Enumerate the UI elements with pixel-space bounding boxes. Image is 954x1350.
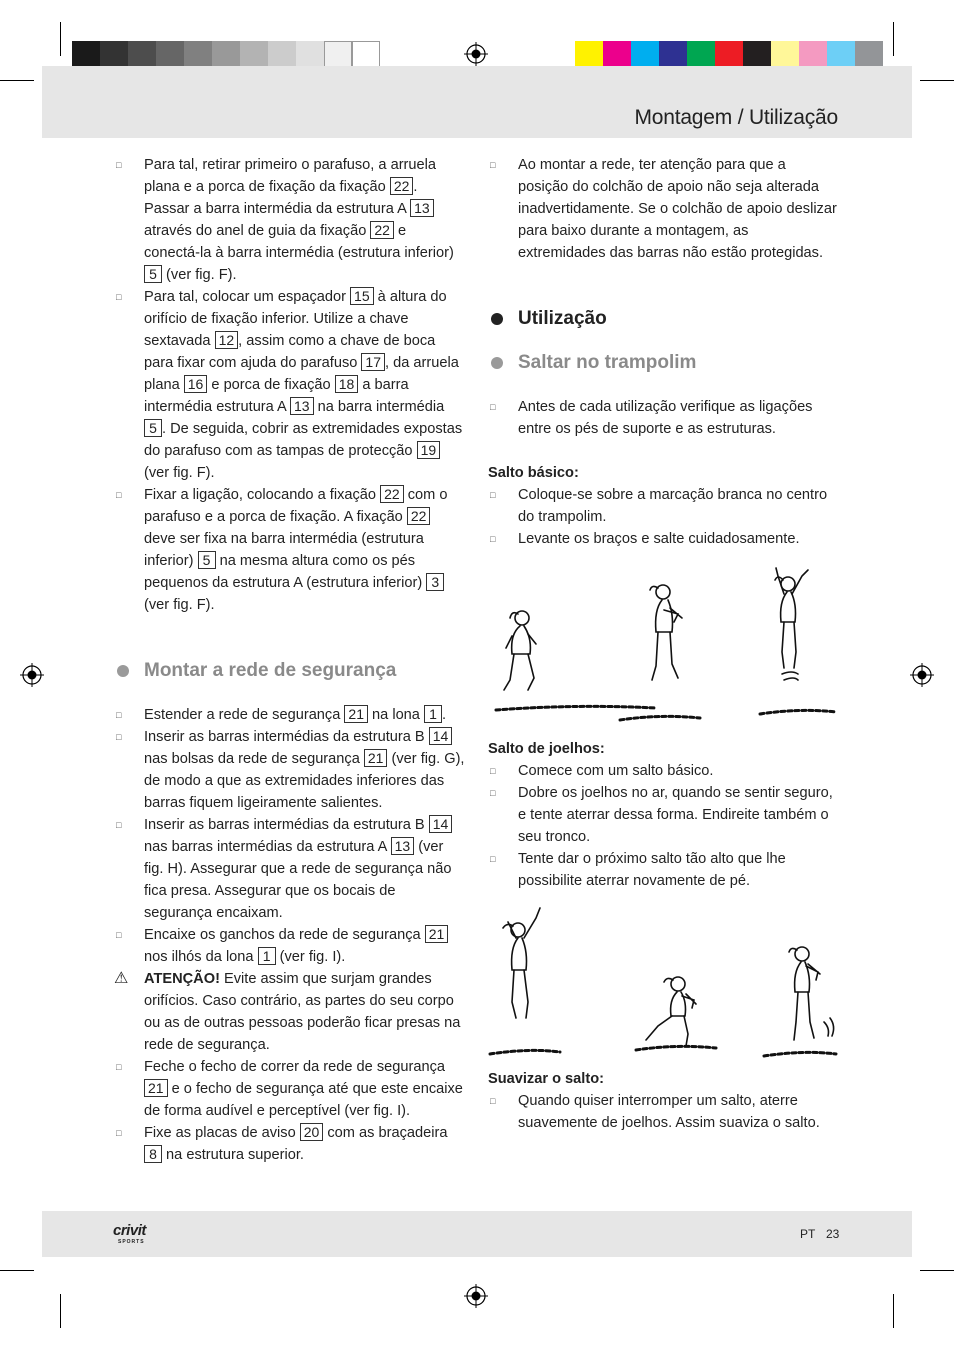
- list-item: [488, 154, 840, 264]
- crop-mark: [60, 22, 61, 56]
- registration-mark-bottom: [464, 1284, 488, 1308]
- item-text: . Passar a barra intermédia da estrutura A: [144, 179, 418, 217]
- part-reference-number: 3: [426, 573, 444, 591]
- list-item: [114, 726, 466, 814]
- list-item: [488, 782, 840, 848]
- part-reference-number: 5: [144, 265, 162, 283]
- item-text: deve ser fixa na barra intermédia (estrutura inferior): [144, 531, 424, 569]
- square-bullet-icon: □: [490, 766, 496, 776]
- list-item: [114, 814, 466, 924]
- item-text: Fixar a ligação, colocando a fixação: [144, 487, 381, 503]
- brand-logo-sub: SPORTS: [118, 1239, 145, 1245]
- item-text: (ver fig. I).: [275, 949, 346, 965]
- part-reference-number: 17: [361, 353, 385, 371]
- item-text: com o parafuso e a porca de fixação. A fixação: [144, 487, 448, 525]
- main-heading-utilizacao: [488, 306, 840, 332]
- color-swatch: [128, 41, 156, 68]
- color-swatch: [687, 41, 715, 68]
- item-text: .: [441, 707, 447, 723]
- color-swatch: [855, 41, 883, 68]
- section-heading-jumping: [488, 350, 840, 376]
- safety-net-steps-list-2: [114, 1056, 466, 1166]
- item-text: . De seguida, cobrir as extremidades expostas do parafuso com as tampas de protecção: [144, 421, 463, 459]
- knee-jump-list: [488, 760, 840, 892]
- item-text: Inserir as barras intermédias da estrutura B: [144, 817, 429, 833]
- part-reference-number: 22: [407, 507, 431, 525]
- item-text: (ver fig. F).: [144, 465, 215, 481]
- part-reference-number: 21: [144, 1079, 168, 1097]
- crop-mark: [60, 1294, 61, 1328]
- crop-mark: [893, 22, 894, 56]
- item-text: na barra intermédia: [313, 399, 445, 415]
- color-swatch: [72, 41, 100, 68]
- item-text: , da arruela plana: [144, 355, 459, 393]
- warning-text: Evite assim que surjam grandes orifícios. Caso contrário, as partes do seu corpo ou as de outras pessoas poderão ficar presas na rede de segurança.: [144, 971, 461, 1053]
- square-bullet-icon: □: [490, 1096, 496, 1106]
- page-title: Montagem / Utilização: [634, 106, 838, 129]
- illustration-basic-jump: [488, 550, 840, 728]
- square-bullet-icon: □: [490, 534, 496, 544]
- item-text: (ver fig. F).: [162, 267, 237, 283]
- part-reference-number: 21: [425, 925, 449, 943]
- brand-logo: crivit: [113, 1222, 146, 1239]
- footer-band: [42, 1211, 912, 1257]
- part-reference-number: 20: [300, 1123, 324, 1141]
- color-swatch: [352, 41, 380, 68]
- subheading-soften-jump: Suavizar o salto:: [488, 1071, 604, 1087]
- part-reference-number: 18: [335, 375, 359, 393]
- square-bullet-icon: □: [116, 820, 122, 830]
- list-item: [488, 396, 840, 440]
- square-bullet-icon: □: [116, 710, 122, 720]
- item-text: e conectá-la à barra intermédia (estrutura inferior): [144, 223, 454, 261]
- list-item: [114, 286, 466, 484]
- square-bullet-icon: □: [490, 402, 496, 412]
- list-item: [114, 1122, 466, 1166]
- item-text: e o fecho de segurança até que este encaixe de forma audível e perceptível (ver fig. I).: [144, 1081, 463, 1119]
- registration-mark-right: [910, 663, 934, 687]
- square-bullet-icon: □: [116, 160, 122, 170]
- item-text: Fixe as placas de aviso: [144, 1125, 300, 1141]
- part-reference-number: 16: [184, 375, 208, 393]
- left-column: [114, 154, 466, 1166]
- item-text: nos ilhós da lona: [144, 949, 258, 965]
- list-item: [488, 484, 840, 528]
- list-item: [114, 1056, 466, 1122]
- section-heading-text: Saltar no trampolim: [518, 352, 697, 373]
- color-swatch: [715, 41, 743, 68]
- part-reference-number: 21: [364, 749, 388, 767]
- color-swatch: [156, 41, 184, 68]
- main-bullet-icon: [491, 313, 503, 325]
- list-item: [114, 154, 466, 286]
- part-reference-number: 5: [198, 551, 216, 569]
- square-bullet-icon: □: [116, 1062, 122, 1072]
- item-text: na mesma altura como os pés pequenos da estrutura A (estrutura inferior): [144, 553, 427, 591]
- registration-mark-left: [20, 663, 44, 687]
- part-reference-number: 5: [144, 419, 162, 437]
- square-bullet-icon: □: [116, 930, 122, 940]
- square-bullet-icon: □: [490, 788, 496, 798]
- item-text: Feche o fecho de correr da rede de segurança: [144, 1059, 445, 1075]
- safety-net-steps-list: [114, 704, 466, 968]
- basic-jump-figures: [488, 550, 840, 728]
- item-text: Tente dar o próximo salto tão alto que lhe possibilite aterrar novamente de pé.: [518, 851, 786, 889]
- list-item: [488, 1090, 840, 1134]
- item-text: Inserir as barras intermédias da estrutura B: [144, 729, 429, 745]
- color-swatch: [100, 41, 128, 68]
- crop-mark: [0, 80, 34, 81]
- color-swatch: [240, 41, 268, 68]
- soften-jump-list: [488, 1090, 840, 1134]
- item-text: Encaixe os ganchos da rede de segurança: [144, 927, 425, 943]
- item-text: (ver fig. F).: [144, 597, 215, 613]
- assembly-steps-list: [114, 154, 466, 616]
- net-note-list: [488, 154, 840, 264]
- item-text: Para tal, retirar primeiro o parafuso, a arruela plana e a porca de fixação da fixação: [144, 157, 437, 195]
- list-item: [488, 760, 840, 782]
- square-bullet-icon: □: [116, 1128, 122, 1138]
- item-text: , assim como a chave de boca para fixar com ajuda do parafuso: [144, 333, 436, 371]
- page-number: 23: [826, 1227, 840, 1241]
- item-text: Coloque-se sobre a marcação branca no centro do trampolim.: [518, 487, 828, 525]
- part-reference-number: 14: [429, 815, 453, 833]
- item-text: (ver fig. H). Assegurar que a rede de segurança não fica presa. Assegurar que os bocais de segurança encaixam.: [144, 839, 452, 921]
- part-reference-number: 13: [290, 397, 314, 415]
- item-text: nas barras intermédias da estrutura A: [144, 839, 391, 855]
- item-text: a barra intermédia estrutura A: [144, 377, 409, 415]
- color-swatch: [212, 41, 240, 68]
- color-swatch: [631, 41, 659, 68]
- item-text: Dobre os joelhos no ar, quando se sentir seguro, e tente aterrar dessa forma. Endireite também o seu tronco.: [518, 785, 833, 845]
- square-bullet-icon: □: [116, 490, 122, 500]
- part-reference-number: 19: [417, 441, 441, 459]
- main-heading-text: Utilização: [518, 308, 607, 329]
- item-text: à altura do orifício de fixação inferior. Utilize a chave sextavada: [144, 289, 447, 349]
- crop-mark: [920, 1270, 954, 1271]
- part-reference-number: 22: [370, 221, 394, 239]
- language-code: PT: [800, 1227, 816, 1241]
- registration-mark-top: [464, 42, 488, 66]
- item-text: Estender a rede de segurança: [144, 707, 345, 723]
- square-bullet-icon: □: [116, 732, 122, 742]
- square-bullet-icon: □: [116, 292, 122, 302]
- part-reference-number: 22: [380, 485, 404, 503]
- item-text: Ao montar a rede, ter atenção para que a posição do colchão de apoio não seja alterada inadvertidamente. Se o colchão de apoio deslizar para baixo durante a montagem, as extremidades das barras não estão protegidas.: [518, 157, 837, 261]
- color-swatch: [659, 41, 687, 68]
- part-reference-number: 13: [410, 199, 434, 217]
- color-swatch: [296, 41, 324, 68]
- item-text: e porca de fixação: [207, 377, 335, 393]
- part-reference-number: 12: [215, 331, 239, 349]
- crop-mark: [920, 80, 954, 81]
- part-reference-number: 8: [144, 1145, 162, 1163]
- list-item: [488, 528, 840, 550]
- crop-mark: [0, 1270, 34, 1271]
- section-bullet-icon: [491, 357, 503, 369]
- item-text: Levante os braços e salte cuidadosamente.: [518, 531, 800, 547]
- item-text: através do anel de guia da fixação: [144, 223, 371, 239]
- list-item: [488, 848, 840, 892]
- item-text: (ver fig. G), de modo a que as extremidades inferiores das barras fiquem ligeiramente salientes.: [144, 751, 465, 811]
- part-reference-number: 22: [390, 177, 414, 195]
- color-swatch: [184, 41, 212, 68]
- color-swatch: [268, 41, 296, 68]
- item-text: Comece com um salto básico.: [518, 763, 714, 779]
- part-reference-number: 15: [350, 287, 374, 305]
- part-reference-number: 13: [391, 837, 415, 855]
- part-reference-number: 1: [424, 705, 442, 723]
- knee-jump-figures: [488, 892, 840, 1068]
- crop-mark: [893, 1294, 894, 1328]
- illustration-knee-jump: [488, 892, 840, 1068]
- right-column: [488, 154, 840, 1134]
- item-text: nas bolsas da rede de segurança: [144, 751, 364, 767]
- square-bullet-icon: □: [490, 490, 496, 500]
- square-bullet-icon: □: [490, 160, 496, 170]
- color-swatch: [603, 41, 631, 68]
- item-text: na lona: [367, 707, 424, 723]
- item-text: com as braçadeira: [323, 1125, 448, 1141]
- item-text: na estrutura superior.: [162, 1147, 304, 1163]
- section-heading-text: Montar a rede de segurança: [144, 660, 397, 681]
- check-note-list: [488, 396, 840, 440]
- color-swatch: [827, 41, 855, 68]
- section-bullet-icon: [117, 665, 129, 677]
- section-heading-safety-net: [114, 658, 466, 684]
- color-swatch: [799, 41, 827, 68]
- color-swatch: [771, 41, 799, 68]
- item-text: Quando quiser interromper um salto, aterre suavemente de joelhos. Assim suaviza o salto.: [518, 1093, 820, 1131]
- part-reference-number: 14: [429, 727, 453, 745]
- warning-note: [114, 968, 466, 1056]
- warning-label: ATENÇÃO!: [144, 971, 220, 987]
- part-reference-number: 21: [344, 705, 368, 723]
- color-swatch: [324, 41, 352, 68]
- list-item: [114, 704, 466, 726]
- item-text: Antes de cada utilização verifique as ligações entre os pés de suporte e as estruturas.: [518, 399, 813, 437]
- square-bullet-icon: □: [490, 854, 496, 864]
- basic-jump-list: [488, 484, 840, 550]
- subheading-basic-jump: Salto básico:: [488, 465, 579, 481]
- part-reference-number: 1: [258, 947, 276, 965]
- item-text: Para tal, colocar um espaçador: [144, 289, 351, 305]
- warning-icon: ⚠: [114, 970, 129, 987]
- list-item: [114, 924, 466, 968]
- list-item: [114, 484, 466, 616]
- subheading-knee-jump: Salto de joelhos:: [488, 741, 605, 757]
- color-swatch: [743, 41, 771, 68]
- color-swatch: [575, 41, 603, 68]
